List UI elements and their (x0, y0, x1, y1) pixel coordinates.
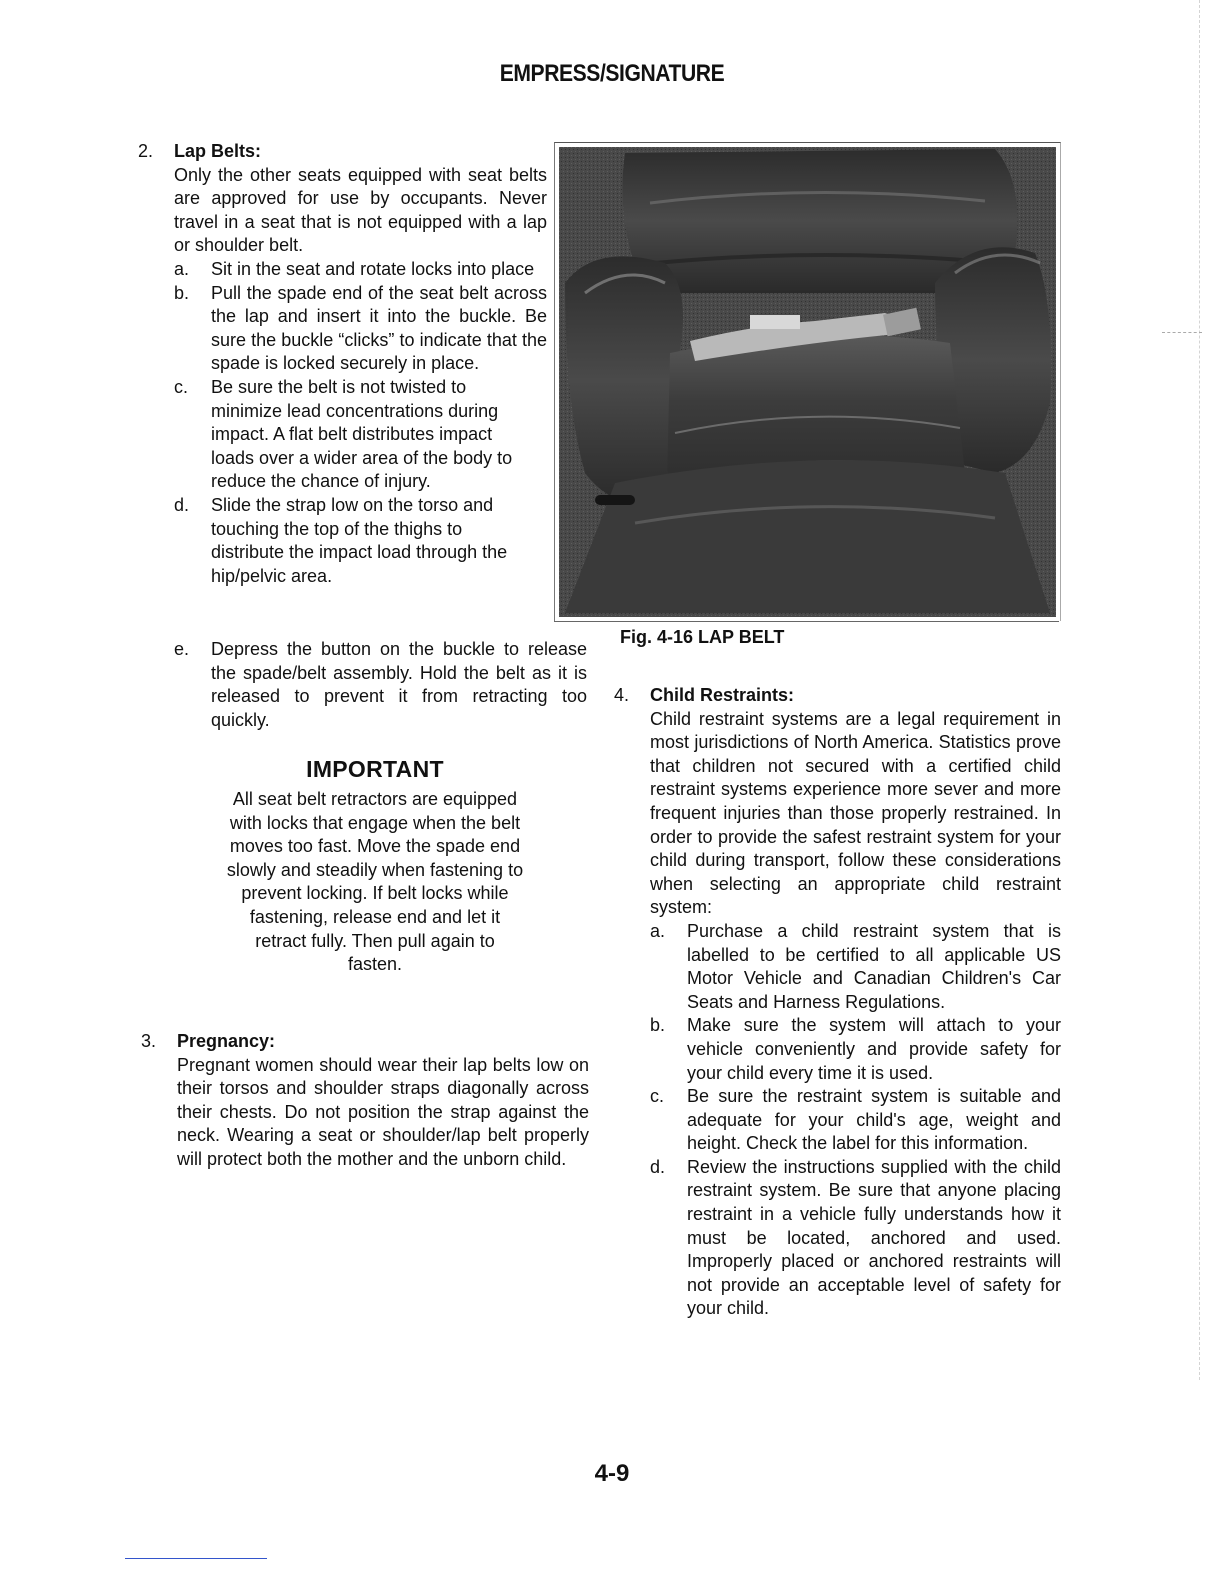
list-item (174, 258, 547, 282)
pregnancy-heading: Pregnancy: (177, 1031, 276, 1051)
section-number: 4. (614, 685, 630, 705)
scan-dash-mark (1162, 332, 1202, 333)
list-item (174, 638, 587, 732)
list-text: Make sure the system will attach to your vehicle conveniently and provide safety for your child every time it is used. (687, 1015, 1061, 1083)
list-text: Purchase a child restraint system that is labelled to be certified to all applicable US Motor Vehicle and Canadian Children's Car Seats and Harness Regulations. (687, 920, 1061, 1012)
list-text: Pull the spade end of the seat belt across the lap and insert it into the buckle. Be sure the buckle “clicks” to indicate that the spade is locked securely in place. (211, 282, 547, 374)
list-text: Depress the button on the buckle to release the spade/belt assembly. Hold the belt as it is released to prevent it from retracting too quickly. (211, 639, 587, 730)
footnote-rule (125, 1558, 267, 1559)
list-text: Slide the strap low on the torso and touching the top of the thighs to distribute the impact load through the hip/pelvic area. (211, 494, 508, 586)
list-item (174, 282, 547, 376)
page-header: EMPRESS/SIGNATURE (499, 60, 725, 87)
list-letter: d. (650, 1156, 666, 1177)
list-letter: c. (650, 1086, 665, 1107)
section-number: 3. (141, 1031, 157, 1051)
list-text: Sit in the seat and rotate locks into place (211, 258, 535, 279)
child-restraints-heading: Child Restraints: (650, 685, 795, 705)
child-restraints-section (614, 684, 1061, 1321)
list-letter: a. (650, 920, 666, 941)
list-letter: c. (174, 376, 189, 397)
list-letter: b. (174, 282, 190, 303)
list-item (650, 1014, 1061, 1085)
list-letter: a. (174, 258, 190, 279)
figure-rule (554, 621, 1059, 622)
important-title: IMPORTANT (306, 756, 444, 782)
lap-belts-section (138, 140, 547, 588)
important-text: All seat belt retractors are equipped with locks that engage when the belt moves too fast. Move the spade end slowly and steadily when fastening to prevent locking. If belt locks while fastening, release end and let it retract fully. Then pull again to fasten. (226, 789, 524, 975)
list-letter: e. (174, 639, 190, 659)
list-text: Be sure the restraint system is suitable and adequate for your child's age, weight and height. Check the label for this information. (687, 1086, 1061, 1154)
list-item (174, 376, 547, 494)
section-number: 2. (138, 141, 154, 161)
list-text: Review the instructions supplied with the child restraint system. Be sure that anyone placing restraint in a vehicle fully understands how it must be located, anchored and used. Improperly placed or anchored restraints will not provide an acceptable level of safety for your child. (687, 1156, 1061, 1319)
figure-caption: Fig. 4-16 LAP BELT (620, 627, 785, 647)
list-item (650, 1085, 1061, 1156)
list-item (174, 494, 547, 588)
scan-edge-line (1199, 0, 1200, 1380)
pregnancy-text: Pregnant women should wear their lap belts low on their torsos and shoulder straps diagonally across their chests. Do not position the strap against the neck. Wearing a seat or shoulder/lap belt properly will protect both the mother and the unborn child. (177, 1054, 589, 1169)
list-item (650, 920, 1061, 1014)
figure-frame (554, 142, 1061, 621)
list-letter: d. (174, 494, 190, 515)
lap-belts-intro: Only the other seats equipped with seat belts are approved for use by occupants. Never travel in a seat that is not equipped with a lap or shoulder belt. (174, 164, 547, 256)
recliner-lap-belt-photo (555, 143, 1060, 621)
list-item (650, 1156, 1061, 1321)
child-restraints-intro: Child restraint systems are a legal requirement in most jurisdictions of North America. Statistics prove that children not secured with a certified child restraint systems experience more sever and more frequent injuries than those properly restrained. In order to provide the safest restraint system for your child during transport, follow these considerations when selecting an appropriate child restraint system: (650, 708, 1061, 918)
page-number: 4-9 (594, 1460, 630, 1487)
pregnancy-section (141, 1030, 589, 1172)
list-text: Be sure the belt is not twisted to minimize lead concentrations during impact. A flat belt distributes impact loads over a wider area of the body to reduce the chance of injury. (211, 376, 513, 492)
lap-belts-heading: Lap Belts: (174, 141, 262, 161)
list-letter: b. (650, 1015, 666, 1036)
